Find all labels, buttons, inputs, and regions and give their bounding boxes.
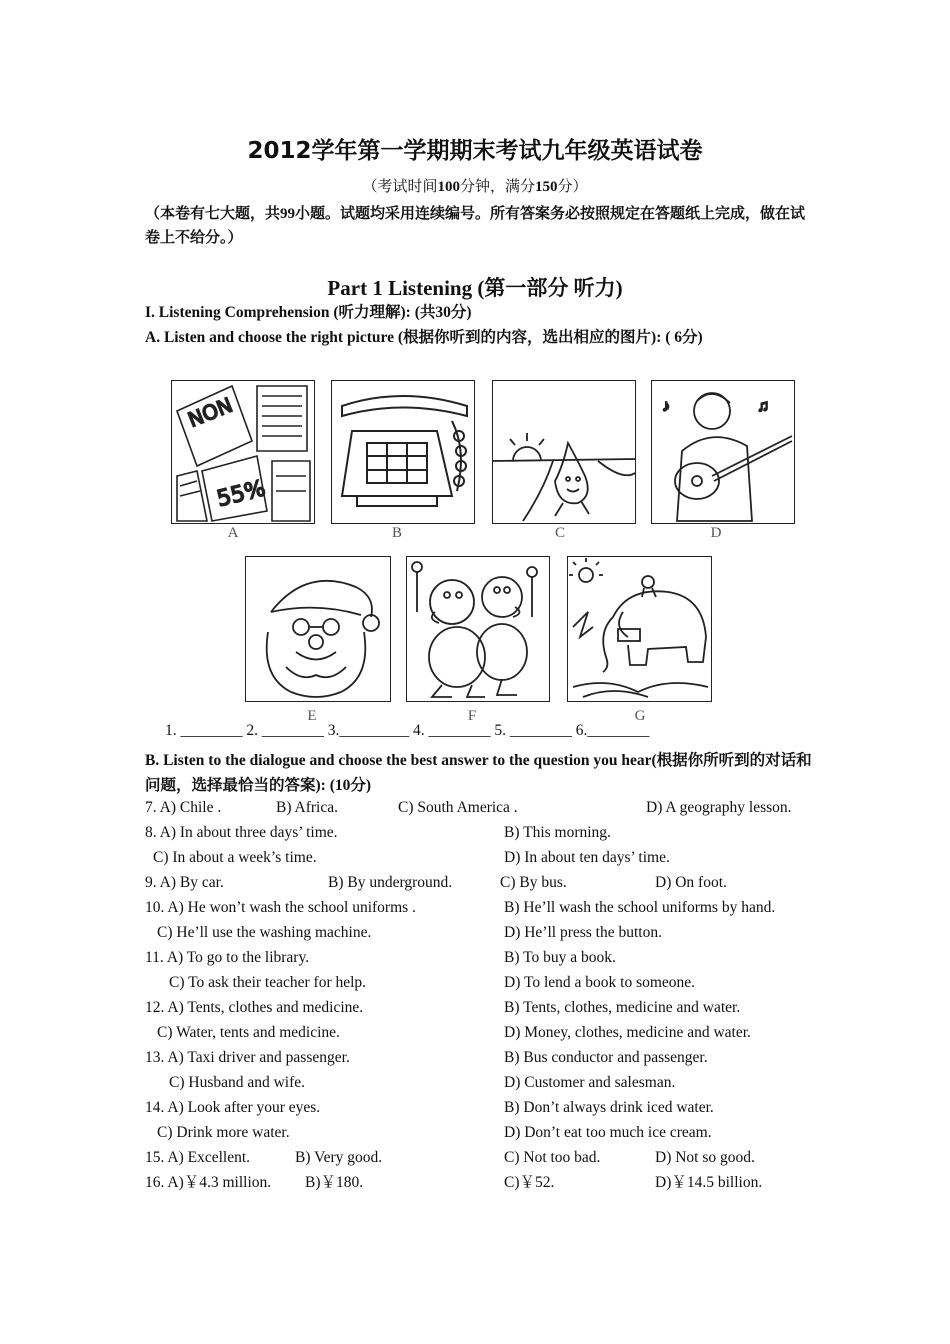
picture-label-b: B xyxy=(391,525,402,541)
picture-label-a: A xyxy=(227,525,239,541)
question-10: 10. A) He won’t wash the school uniforms . B) He’ll wash the school uniforms by hand. xyxy=(145,899,776,916)
question-8: 8. A) In about three days’ time. B) This morning. xyxy=(145,824,611,841)
question-14: 14. A) Look after your eyes. B) Don’t always drink iced water. xyxy=(145,1099,714,1116)
santa-claus-icon xyxy=(245,556,391,702)
question-12: 12. A) Tents, clothes and medicine. B) Tents, clothes, medicine and water. xyxy=(145,999,741,1016)
water-drop-walking-icon xyxy=(492,380,636,524)
picture-label-f: F xyxy=(467,708,477,724)
question-11: 11. A) To go to the library. B) To buy a book. xyxy=(145,949,616,966)
section-heading-listening: I. Listening Comprehension (听力理解): (共30分) xyxy=(145,304,472,321)
svg-text:NON: NON xyxy=(184,392,236,432)
question-11-cd: C) To ask their teacher for help. D) To lend a book to someone. xyxy=(169,974,696,991)
question-16: 16. A)￥4.3 million. B)￥180. C)￥52. D)￥14.5 billion. xyxy=(145,1174,763,1191)
newspaper-icon xyxy=(171,380,315,524)
question-7: 7. A) Chile . B) Africa. C) South America . D) A geography lesson. xyxy=(145,799,792,816)
elephant-icon xyxy=(567,556,712,702)
question-13: 13. A) Taxi driver and passenger. B) Bus conductor and passenger. xyxy=(145,1049,708,1066)
exam-title: 2012学年第一学期期末考试九年级英语试卷 xyxy=(247,138,703,164)
section-a-heading: A. Listen and choose the right picture (根据你听到的内容，选出相应的图片): ( 6分) xyxy=(145,329,703,346)
picture-label-e: E xyxy=(307,708,317,724)
picture-label-c: C xyxy=(554,525,565,541)
question-14-cd: C) Drink more water. D) Don’t eat too much ice cream. xyxy=(157,1124,712,1141)
svg-text:55%: 55% xyxy=(214,476,269,513)
svg-text:♫: ♫ xyxy=(757,398,769,415)
picture-label-d: D xyxy=(710,525,722,541)
question-15: 15. A) Excellent. B) Very good. C) Not too bad. D) Not so good. xyxy=(145,1149,755,1166)
part-heading: Part 1 Listening (第一部分 听力) xyxy=(327,276,623,300)
section-b-heading: B. Listen to the dialogue and choose the best answer to the question you hear(根据你所听到的对话和问题，选择最恰当的答案): (10分) xyxy=(145,752,812,794)
answer-blanks: 1. ________ 2. ________ 3._________ 4. ________ 5. ________ 6.________ xyxy=(165,722,650,739)
svg-text:♪: ♪ xyxy=(662,398,670,415)
exam-instructions: （本卷有七大题，共99小题。试题均采用连续编号。所有答案务必按照规定在答题纸上完成，做在试卷上不给分。） xyxy=(145,206,806,246)
question-13-cd: C) Husband and wife. D) Customer and salesman. xyxy=(169,1074,676,1091)
picture-label-g: G xyxy=(634,708,646,724)
question-12-cd: C) Water, tents and medicine. D) Money, clothes, medicine and water. xyxy=(157,1024,751,1041)
question-8-cd: C) In about a week’s time. D) In about ten days’ time. xyxy=(153,849,670,866)
guitar-player-icon xyxy=(651,380,795,524)
question-9: 9. A) By car. B) By underground. C) By bus. D) On foot. xyxy=(145,874,727,891)
question-10-cd: C) He’ll use the washing machine. D) He’ll press the button. xyxy=(157,924,662,941)
exam-duration-info: （考试时间100分钟，满分150分） xyxy=(362,179,588,195)
cartoon-ducks-icon xyxy=(406,556,550,702)
telephone-icon xyxy=(331,380,475,524)
